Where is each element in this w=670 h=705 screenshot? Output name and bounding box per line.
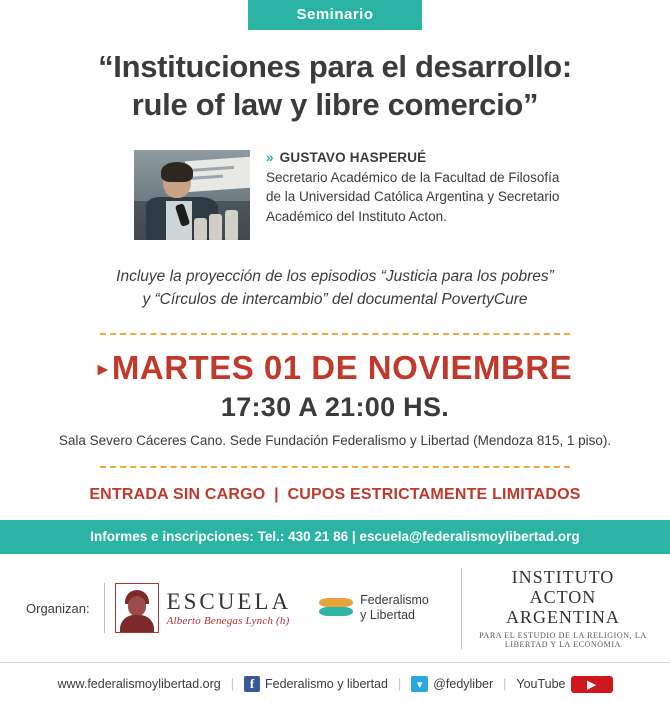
footer-divider-2: | bbox=[397, 677, 402, 691]
footer-youtube[interactable] bbox=[516, 676, 612, 693]
projection-note bbox=[40, 266, 630, 311]
facebook-icon[interactable]: f bbox=[244, 676, 260, 692]
speaker-photo bbox=[134, 150, 250, 240]
twitter-label: @fedyliber bbox=[433, 677, 494, 691]
entry-separator: | bbox=[274, 486, 279, 504]
swoosh-teal bbox=[319, 607, 353, 616]
photo-person-hair bbox=[161, 162, 193, 182]
escuela-portrait-icon bbox=[115, 583, 159, 633]
entry-free-label: ENTRADA SIN CARGO bbox=[89, 486, 266, 504]
acton-subtitle: PARA EL ESTUDIO DE LA RELIGION, LA LIBERTAD Y LA ECONOMIA bbox=[479, 630, 647, 649]
federalismo-line-1: Federalismo bbox=[360, 593, 429, 608]
triangle-right-icon: ▸ bbox=[97, 359, 108, 381]
speaker-description: Secretario Académico de la Facultad de Filosofía de la Universidad Católica Argentina y Secretario Académico del Instituto Acton. bbox=[266, 170, 560, 224]
swoosh-orange bbox=[319, 598, 353, 607]
escuela-text bbox=[167, 590, 292, 627]
divider-top bbox=[100, 333, 570, 335]
projection-line-1: Incluye la proyección de los episodios “Justicia para los pobres” bbox=[116, 268, 554, 286]
divider-bottom bbox=[100, 466, 570, 468]
organizers-label: Organizan: bbox=[26, 600, 90, 616]
entry-limited-label: CUPOS ESTRICTAMENTE LIMITADOS bbox=[287, 486, 581, 504]
acton-name: INSTITUTO ACTON ARGENTINA bbox=[505, 567, 620, 627]
title-line-1: “Instituciones para el desarrollo: bbox=[98, 49, 572, 84]
footer-divider-1: | bbox=[230, 677, 234, 691]
page-title bbox=[30, 48, 640, 124]
youtube-label: YouTube bbox=[516, 677, 566, 691]
speaker-block bbox=[0, 150, 670, 240]
event-time: 17:30 A 21:00 HS. bbox=[220, 392, 450, 423]
escuela-name: ESCUELA bbox=[166, 588, 292, 614]
footer-website[interactable]: www.federalismoylibertad.org bbox=[57, 677, 221, 691]
entry-info bbox=[0, 486, 670, 504]
facebook-label: Federalismo y libertad bbox=[264, 677, 388, 691]
federalismo-swoosh-icon bbox=[319, 595, 353, 621]
twitter-icon[interactable]: ▾ bbox=[411, 676, 428, 692]
escuela-subtitle: Alberto Benegas Lynch (h) bbox=[166, 614, 290, 627]
photo-bottle-2 bbox=[225, 210, 238, 240]
projection-line-2: y “Círculos de intercambio” del documental PovertyCure bbox=[142, 290, 528, 308]
logo-instituto-acton bbox=[461, 568, 648, 648]
chevron-right-icon: » bbox=[266, 150, 274, 166]
federalismo-text bbox=[360, 593, 429, 623]
speaker-text bbox=[266, 150, 566, 225]
seminario-badge: Seminario bbox=[248, 0, 421, 30]
title-line-2: rule of law y libre comercio” bbox=[131, 87, 539, 123]
photo-banner bbox=[185, 157, 250, 192]
footer-divider-3: | bbox=[503, 677, 507, 691]
portrait-face bbox=[128, 596, 146, 616]
federalismo-line-2: y Libertad bbox=[360, 608, 415, 623]
banner-line-2 bbox=[189, 175, 223, 180]
footer-bar bbox=[0, 662, 670, 705]
footer-facebook[interactable] bbox=[244, 676, 388, 692]
organizers-row bbox=[0, 554, 670, 648]
logo-federalismo-libertad bbox=[319, 593, 429, 623]
event-date: MARTES 01 DE NOVIEMBRE bbox=[111, 349, 573, 387]
badge-container bbox=[0, 0, 670, 30]
footer-twitter[interactable] bbox=[411, 676, 493, 692]
photo-bottle-3 bbox=[194, 218, 207, 240]
speaker-name: GUSTAVO HASPERUÉ bbox=[279, 150, 427, 166]
event-date-row bbox=[0, 349, 670, 387]
photo-bottle-1 bbox=[209, 214, 222, 240]
portrait-body bbox=[120, 615, 154, 633]
logo-escuela bbox=[104, 583, 292, 633]
contact-info-bar: Informes e inscripciones: Tel.: 430 21 86 | escuela@federalismoylibertad.org bbox=[0, 520, 670, 554]
youtube-icon[interactable]: ▶ bbox=[571, 676, 613, 693]
speaker-name-row bbox=[266, 150, 566, 165]
banner-line-1 bbox=[189, 166, 234, 172]
event-venue: Sala Severo Cáceres Cano. Sede Fundación Federalismo y Libertad (Mendoza 815, 1 piso). bbox=[58, 433, 612, 449]
